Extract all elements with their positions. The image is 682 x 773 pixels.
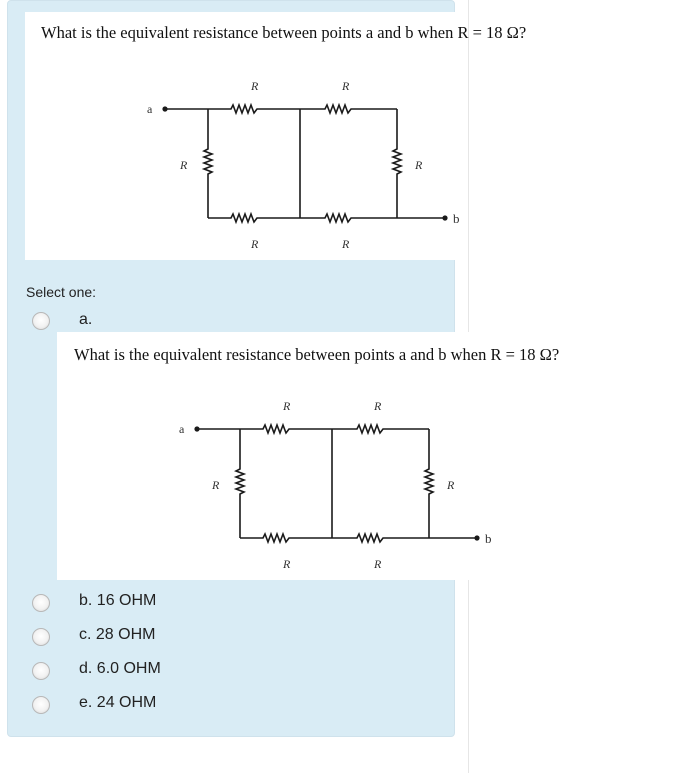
option-a-image[interactable] [57, 332, 682, 580]
resistor-label: R [342, 79, 350, 93]
resistor-label: R [447, 478, 455, 492]
circuit-diagram [135, 76, 465, 256]
option-b-radio[interactable] [32, 594, 50, 612]
resistor-label: R [283, 557, 291, 571]
select-one-label: Select one: [26, 284, 97, 300]
question-text: What is the equivalent resistance between points a and b when R = 18 Ω? [41, 23, 527, 42]
option-a-letter[interactable]: a. [79, 311, 93, 328]
terminal-a-label: a [147, 102, 153, 116]
option-d-label[interactable]: d. 6.0 OHM [79, 660, 161, 677]
option-b-label[interactable]: b. 16 OHM [79, 592, 157, 609]
option-a-radio[interactable] [32, 312, 50, 330]
option-d-radio[interactable] [32, 662, 50, 680]
option-c-radio[interactable] [32, 628, 50, 646]
resistor-label: R [251, 237, 259, 251]
resistor-label: R [283, 399, 291, 413]
option-a-text: What is the equivalent resistance between points a and b when R = 18 Ω? [74, 345, 560, 364]
terminal-b-label: b [485, 531, 492, 546]
option-e-radio[interactable] [32, 696, 50, 714]
resistor-label: R [251, 79, 259, 93]
resistor-label: R [212, 478, 220, 492]
option-c-label[interactable]: c. 28 OHM [79, 626, 156, 643]
resistor-label: R [374, 557, 382, 571]
question-card [25, 12, 527, 260]
resistor-label: R [342, 237, 350, 251]
option-a-circuit [167, 396, 497, 576]
terminal-b-label: b [453, 211, 460, 226]
resistor-label: R [180, 158, 188, 172]
resistor-label: R [374, 399, 382, 413]
option-e-label[interactable]: e. 24 OHM [79, 694, 157, 711]
resistor-label: R [415, 158, 423, 172]
terminal-a-label: a [179, 422, 185, 436]
